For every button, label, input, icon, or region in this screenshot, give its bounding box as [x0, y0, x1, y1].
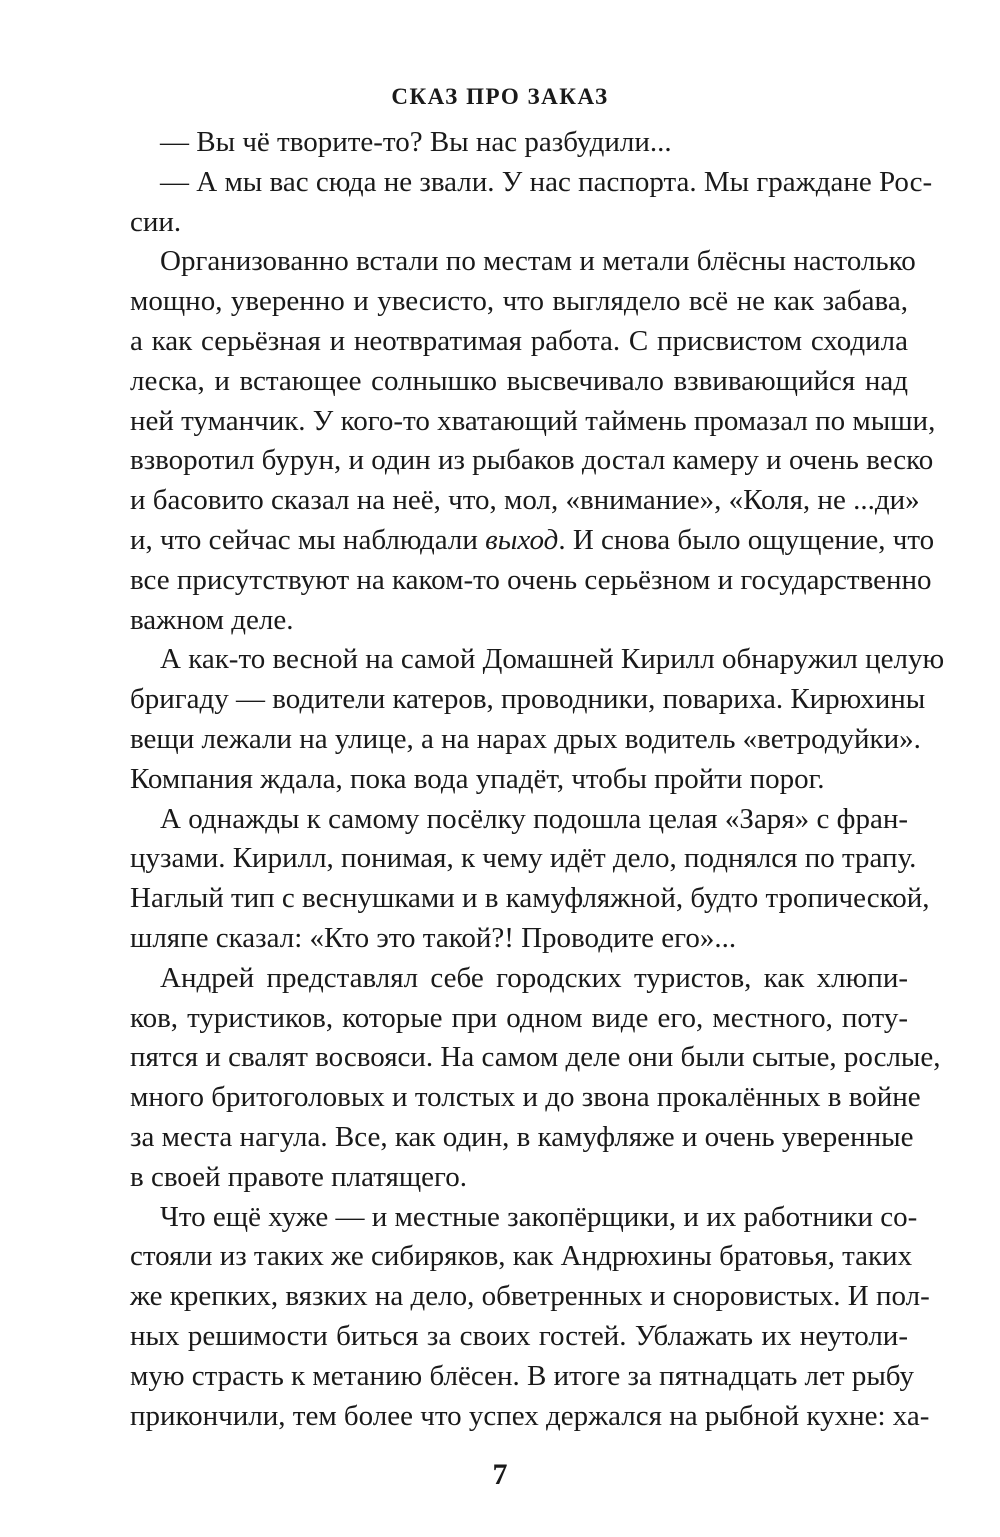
line-text: вещи лежали на улице, а на нарах дрых водитель «ветродуйки».	[130, 722, 921, 755]
line-text: мую страсть к метанию блёсен. В итоге за пятнадцать лет рыбу	[130, 1359, 914, 1392]
body-text	[130, 123, 945, 1436]
text-line	[130, 1078, 921, 1118]
text-line	[130, 481, 920, 521]
text-line	[130, 1237, 913, 1277]
text-line	[130, 322, 908, 362]
text-line	[130, 999, 908, 1039]
line-text: все присутствуют на каком-то очень серьёзном и государственно	[130, 563, 932, 596]
line-text: бригаду — водители катеров, проводники, повариха. Кирюхины	[130, 683, 926, 716]
text-line	[130, 1158, 908, 1198]
text-line	[130, 1277, 930, 1317]
text-line	[130, 123, 908, 163]
line-text: Организованно встали по местам и метали блёсны настолько	[160, 245, 916, 278]
line-text: и басовито сказал на неё, что, мол, «внимание», «Коля, не ...ди»	[130, 484, 920, 517]
text-line	[130, 839, 917, 879]
line-text: Что ещё хуже — и местные закопёрщики, и их работники со-	[160, 1200, 918, 1233]
italic-word: выход	[485, 523, 559, 556]
line-text: А как-то весной на самой Домашней Кирилл обнаружил целую	[160, 643, 945, 676]
line-text: же крепких, вязких на дело, обветренных и сноровистых. И пол-	[130, 1280, 930, 1313]
text-line	[130, 919, 908, 959]
line-text: прикончили, тем более что успех держался на рыбной кухне: ха-	[130, 1399, 930, 1432]
line-text: Наглый тип с веснушками и в камуфляжной, будто тропической,	[130, 882, 930, 915]
text-line	[130, 1357, 914, 1397]
line-text: пятся и свалят восвояси. На самом деле они были сытые, рослые,	[130, 1041, 941, 1074]
line-text: ней туманчик. У кого-то хватающий таймень промазал по мыши,	[130, 404, 936, 437]
line-text: много бритоголовых и толстых и до звона прокалённых в войне	[130, 1081, 921, 1114]
text-line	[130, 680, 926, 720]
text-line	[130, 163, 933, 203]
line-text: леска, и встающее солнышко высвечивало взвивающийся над	[130, 364, 908, 397]
line-text: — А мы вас сюда не звали. У нас паспорта. Мы граждане Рос-	[160, 165, 933, 198]
line-text: за места нагула. Все, как один, в камуфляже и очень уверенные	[130, 1120, 914, 1153]
text-line	[130, 242, 916, 282]
line-text: ных решимости биться за своих гостей. Ублажать их неутоли-	[130, 1319, 908, 1352]
line-text: стояли из таких же сибиряков, как Андрюхины братовья, таких	[130, 1240, 913, 1273]
text-line	[130, 1198, 918, 1238]
line-text: сии.	[130, 205, 182, 238]
text-line	[130, 521, 935, 561]
line-text: ков, туристиков, которые при одном виде его, местного, поту-	[130, 1001, 908, 1034]
text-line	[130, 282, 908, 322]
text-line	[130, 402, 936, 442]
line-text: . И снова было ощущение, что	[558, 523, 935, 556]
line-text: мощно, уверенно и увесисто, что выглядело всё не как забава,	[130, 285, 908, 318]
line-text: взворотил бурун, и один из рыбаков достал камеру и очень веско	[130, 444, 934, 477]
text-line	[130, 879, 930, 919]
text-line	[130, 601, 908, 641]
running-title: СКАЗ ПРО ЗАКАЗ	[391, 84, 609, 109]
line-text: важном деле.	[130, 603, 294, 636]
text-line	[130, 203, 908, 243]
text-line	[130, 362, 908, 402]
line-text: А однажды к самому посёлку подошла целая «Заря» с фран-	[160, 802, 908, 835]
text-line	[130, 1038, 941, 1078]
text-line	[130, 760, 908, 800]
line-text: — Вы чё творите-то? Вы нас разбудили...	[160, 126, 672, 158]
text-line	[130, 1118, 914, 1158]
text-line	[130, 441, 934, 481]
text-line	[130, 1317, 908, 1357]
line-text: в своей правоте платящего.	[130, 1160, 467, 1193]
line-text: и, что сейчас мы наблюдали	[130, 523, 486, 556]
text-line	[130, 959, 908, 999]
line-text: цузами. Кирилл, понимая, к чему идёт дело, поднялся по трапу.	[130, 842, 917, 875]
text-line	[130, 800, 908, 840]
line-text: Андрей представлял себе городских туристов, как хлюпи-	[160, 961, 908, 994]
text-line	[130, 640, 945, 680]
text-line	[130, 720, 921, 760]
text-line	[130, 561, 932, 601]
line-text: Компания ждала, пока вода упадёт, чтобы пройти порог.	[130, 762, 825, 795]
page-number: 7	[492, 1458, 508, 1491]
line-text: шляпе сказал: «Кто это такой?! Проводите его»...	[130, 921, 737, 954]
text-line	[130, 1397, 930, 1437]
line-text: а как серьёзная и неотвратимая работа. С присвистом сходила	[130, 324, 908, 357]
